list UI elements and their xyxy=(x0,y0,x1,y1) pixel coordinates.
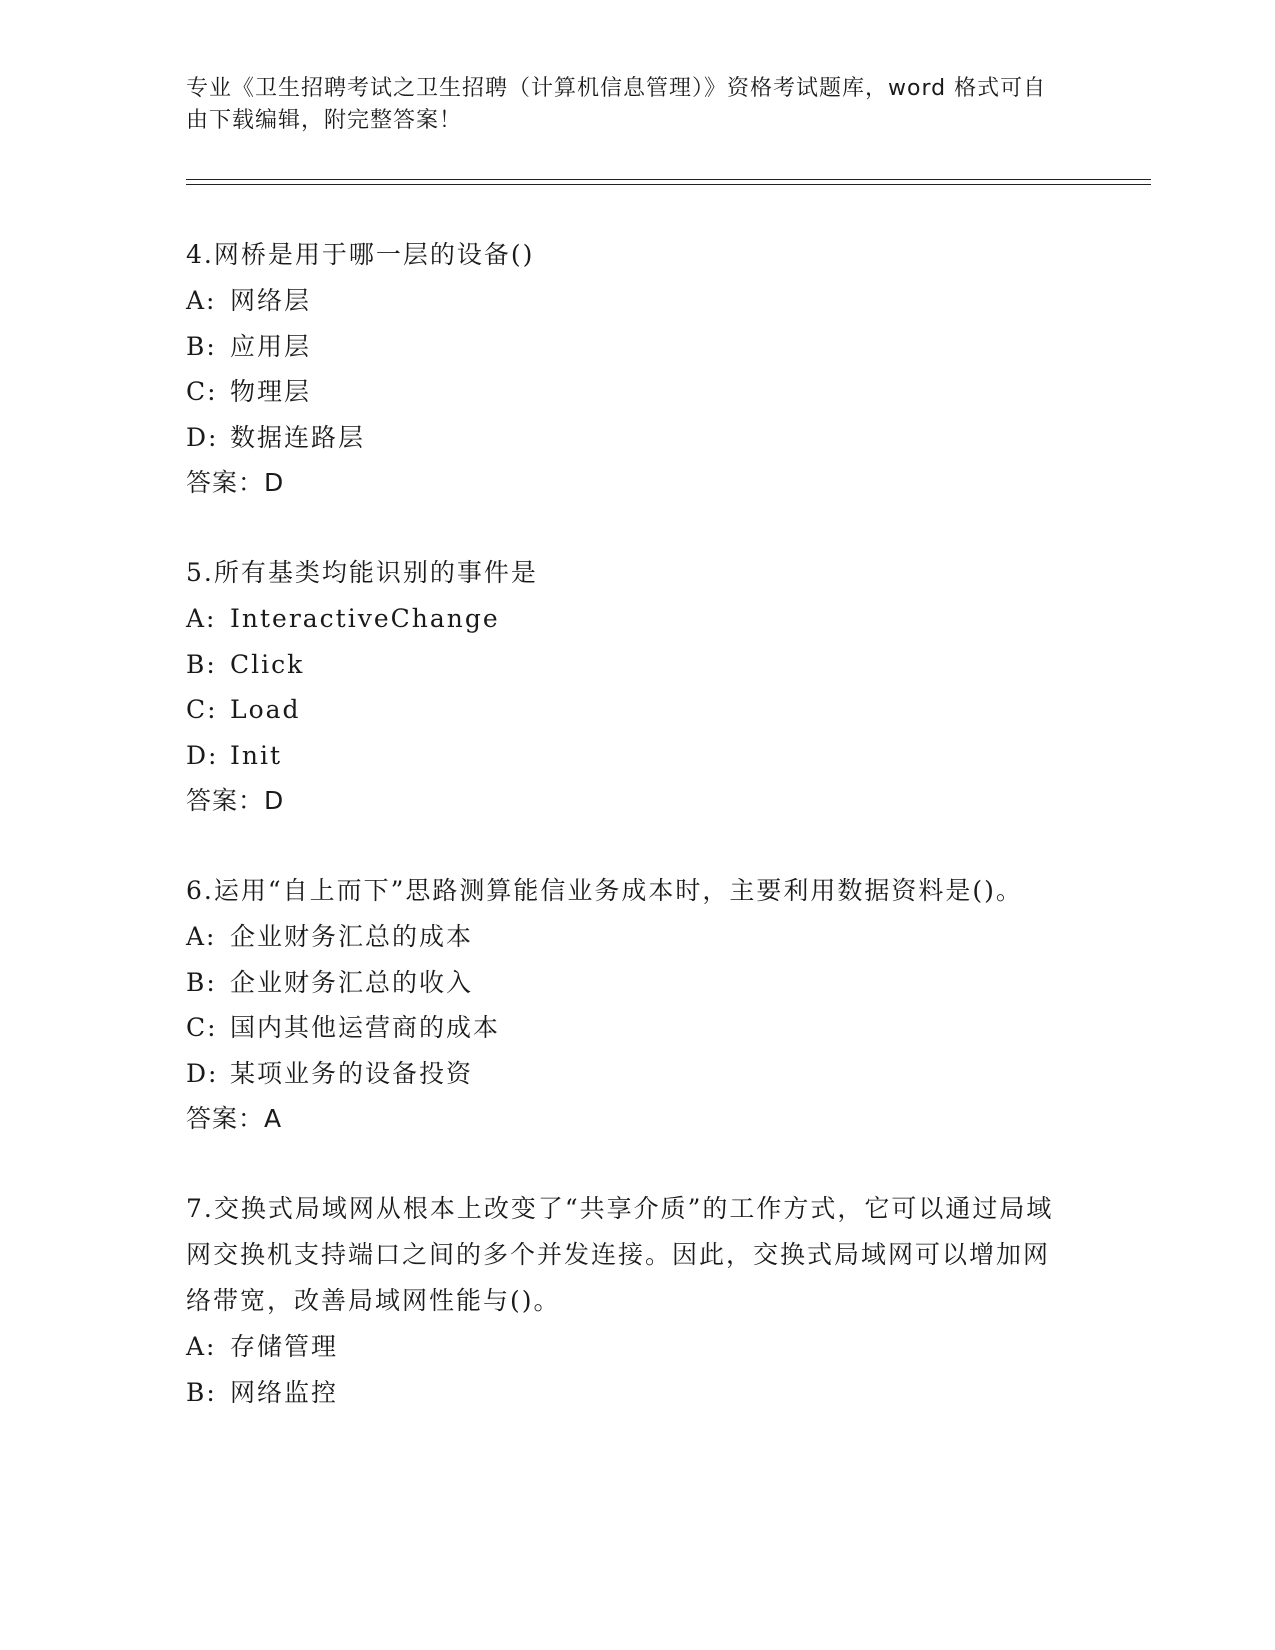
option-text: Load xyxy=(230,695,301,724)
option-a xyxy=(186,278,1066,324)
option-b xyxy=(186,1370,1066,1416)
option-d xyxy=(186,415,1066,461)
question-list xyxy=(186,232,1066,1460)
option-letter: C: xyxy=(186,377,218,406)
header-divider-top xyxy=(186,179,1151,180)
question-stem: 6.运用“自上而下”思路测算能信业务成本时，主要利用数据资料是()。 xyxy=(186,876,1023,905)
option-letter: D: xyxy=(186,740,219,770)
option-text: Click xyxy=(230,649,305,679)
answer-line: 答案：D xyxy=(186,786,285,815)
option-letter: A: xyxy=(186,604,217,633)
option-text: 企业财务汇总的收入 xyxy=(230,967,474,997)
option-text: Init xyxy=(230,740,283,770)
option-letter: B: xyxy=(186,331,217,361)
option-letter: C: xyxy=(186,1013,218,1042)
option-letter: D: xyxy=(186,422,219,452)
document-header: 专业《卫生招聘考试之卫生招聘（计算机信息管理）》资格考试题库，word 格式可自由下载编辑，附完整答案！ xyxy=(186,76,1047,133)
option-letter: D: xyxy=(186,1058,219,1088)
option-text: InteractiveChange xyxy=(230,604,500,633)
option-letter: A: xyxy=(186,922,217,951)
option-b xyxy=(186,642,1066,688)
question-stem: 7.交换式局域网从根本上改变了“共享介质”的工作方式，它可以通过局域网交换机支持端口之间的多个并发连接。因此，交换式局域网可以增加网络带宽，改善局域网性能与()。 xyxy=(186,1194,1054,1315)
option-c xyxy=(186,369,1066,415)
option-text: 网络监控 xyxy=(230,1377,339,1407)
option-d xyxy=(186,733,1066,779)
option-text: 存储管理 xyxy=(230,1332,339,1361)
option-text: 企业财务汇总的成本 xyxy=(230,922,474,951)
option-text: 某项业务的设备投资 xyxy=(230,1058,474,1088)
question-6 xyxy=(186,868,1066,1141)
option-letter: B: xyxy=(186,967,217,997)
option-letter: A: xyxy=(186,1332,217,1361)
option-letter: C: xyxy=(186,695,218,724)
option-letter: B: xyxy=(186,649,217,679)
option-text: 物理层 xyxy=(230,377,312,406)
option-a xyxy=(186,914,1066,960)
option-b xyxy=(186,324,1066,370)
question-stem: 4.网桥是用于哪一层的设备() xyxy=(186,240,535,269)
option-text: 应用层 xyxy=(230,331,312,361)
option-a xyxy=(186,1324,1066,1370)
option-text: 数据连路层 xyxy=(230,422,366,452)
option-d xyxy=(186,1051,1066,1097)
option-a xyxy=(186,596,1066,642)
question-7 xyxy=(186,1186,1066,1415)
option-text: 国内其他运营商的成本 xyxy=(230,1013,501,1042)
header-divider-bottom xyxy=(186,184,1151,185)
option-text: 网络层 xyxy=(230,286,312,315)
question-stem: 5.所有基类均能识别的事件是 xyxy=(186,558,538,587)
option-letter: B: xyxy=(186,1377,217,1407)
option-c xyxy=(186,1005,1066,1051)
option-c xyxy=(186,687,1066,733)
answer-line: 答案：A xyxy=(186,1104,283,1133)
question-4 xyxy=(186,232,1066,505)
option-b xyxy=(186,960,1066,1006)
question-5 xyxy=(186,550,1066,823)
answer-line: 答案：D xyxy=(186,468,285,497)
option-letter: A: xyxy=(186,286,217,315)
